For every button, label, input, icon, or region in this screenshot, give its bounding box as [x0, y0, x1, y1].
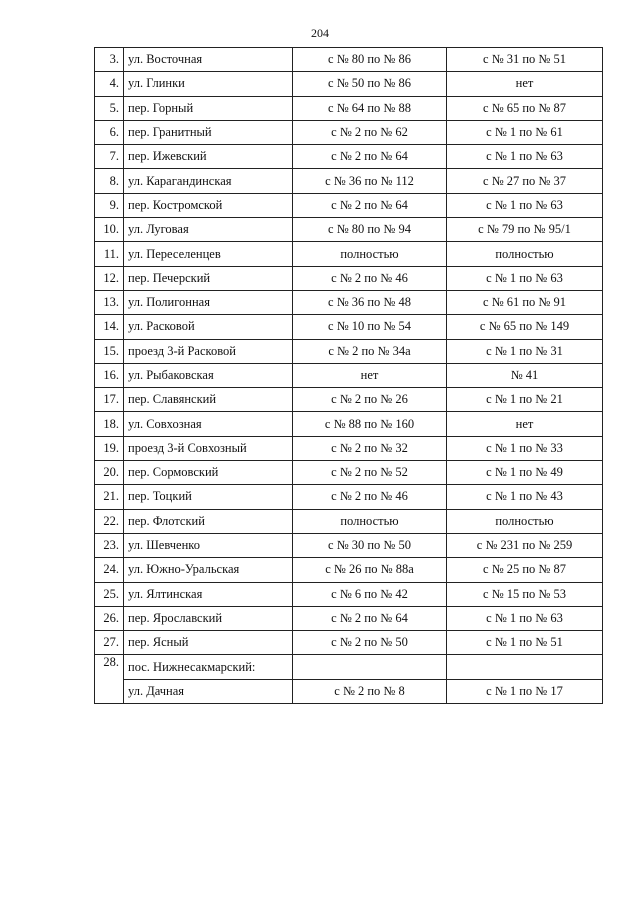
table-row	[95, 218, 603, 242]
row-number: 7.	[95, 145, 124, 169]
odd-range-cell: с № 1 по № 61	[447, 120, 603, 144]
street-name: ул. Луговая	[124, 218, 293, 242]
odd-range-cell: с № 65 по № 87	[447, 96, 603, 120]
table-row	[95, 388, 603, 412]
table-row	[95, 266, 603, 290]
street-name: пер. Гранитный	[124, 120, 293, 144]
even-range-cell: с № 10 по № 54	[293, 315, 447, 339]
street-name: пер. Сормовский	[124, 461, 293, 485]
street-name: пер. Костромской	[124, 193, 293, 217]
odd-range-cell: с № 31 по № 51	[447, 48, 603, 72]
even-range-cell: с № 2 по № 64	[293, 145, 447, 169]
row-number: 23.	[95, 533, 124, 557]
odd-range-cell: с № 1 по № 21	[447, 388, 603, 412]
even-range-cell: с № 2 по № 46	[293, 485, 447, 509]
row-number: 27.	[95, 631, 124, 655]
table-row	[95, 655, 603, 679]
even-range-cell: с № 2 по № 32	[293, 436, 447, 460]
table-row	[95, 558, 603, 582]
odd-range-cell: с № 65 по № 149	[447, 315, 603, 339]
row-number: 4.	[95, 72, 124, 96]
even-range-cell: с № 36 по № 112	[293, 169, 447, 193]
street-name: ул. Восточная	[124, 48, 293, 72]
street-name: ул. Карагандинская	[124, 169, 293, 193]
street-name: ул. Шевченко	[124, 533, 293, 557]
even-range-cell: с № 2 по № 8	[293, 679, 447, 703]
address-table	[94, 47, 603, 704]
odd-range-cell: с № 1 по № 51	[447, 631, 603, 655]
row-number: 17.	[95, 388, 124, 412]
table-row	[95, 533, 603, 557]
odd-range-cell: с № 25 по № 87	[447, 558, 603, 582]
odd-range-cell: с № 1 по № 63	[447, 266, 603, 290]
even-range-cell: с № 6 по № 42	[293, 582, 447, 606]
street-name: ул. Рыбаковская	[124, 363, 293, 387]
table-row	[95, 145, 603, 169]
page-number: 204	[311, 26, 329, 40]
table-row	[95, 193, 603, 217]
row-number: 15.	[95, 339, 124, 363]
even-range-cell: с № 2 по № 46	[293, 266, 447, 290]
even-range-cell: с № 2 по № 34а	[293, 339, 447, 363]
row-number: 28.	[95, 655, 124, 704]
odd-range-cell: с № 27 по № 37	[447, 169, 603, 193]
row-number: 14.	[95, 315, 124, 339]
table-row	[95, 48, 603, 72]
row-number: 12.	[95, 266, 124, 290]
street-name: ул. Дачная	[124, 679, 293, 703]
row-number: 21.	[95, 485, 124, 509]
street-name: ул. Расковой	[124, 315, 293, 339]
even-range-cell: с № 2 по № 64	[293, 606, 447, 630]
odd-range-cell: с № 61 по № 91	[447, 290, 603, 314]
row-number: 19.	[95, 436, 124, 460]
table-row	[95, 436, 603, 460]
even-range-cell: с № 2 по № 26	[293, 388, 447, 412]
even-range-cell: с № 2 по № 52	[293, 461, 447, 485]
street-name: проезд 3-й Совхозный	[124, 436, 293, 460]
even-range-cell: нет	[293, 363, 447, 387]
row-number: 3.	[95, 48, 124, 72]
odd-range-cell: с № 231 по № 259	[447, 533, 603, 557]
row-number: 10.	[95, 218, 124, 242]
table-row	[95, 363, 603, 387]
odd-range-cell: с № 1 по № 43	[447, 485, 603, 509]
table-row	[95, 631, 603, 655]
even-range-cell: с № 64 по № 88	[293, 96, 447, 120]
street-name: ул. Ялтинская	[124, 582, 293, 606]
table-row	[95, 509, 603, 533]
row-number: 16.	[95, 363, 124, 387]
row-number: 9.	[95, 193, 124, 217]
table-row	[95, 72, 603, 96]
street-name: пер. Славянский	[124, 388, 293, 412]
row-number: 13.	[95, 290, 124, 314]
odd-range-cell: с № 1 по № 63	[447, 145, 603, 169]
street-name: пер. Флотский	[124, 509, 293, 533]
odd-range-cell: нет	[447, 412, 603, 436]
table-row	[95, 120, 603, 144]
row-number: 22.	[95, 509, 124, 533]
odd-range-cell: полностью	[447, 242, 603, 266]
table-row	[95, 315, 603, 339]
odd-range-cell: с № 1 по № 63	[447, 193, 603, 217]
street-name: ул. Глинки	[124, 72, 293, 96]
even-range-cell: с № 36 по № 48	[293, 290, 447, 314]
row-number: 6.	[95, 120, 124, 144]
table-row	[95, 679, 603, 703]
table-row	[95, 339, 603, 363]
odd-range-cell: с № 1 по № 49	[447, 461, 603, 485]
even-range-cell: с № 88 по № 160	[293, 412, 447, 436]
table-row	[95, 461, 603, 485]
street-name: ул. Совхозная	[124, 412, 293, 436]
table-row	[95, 485, 603, 509]
odd-range-cell: с № 1 по № 33	[447, 436, 603, 460]
odd-range-cell: с № 79 по № 95/1	[447, 218, 603, 242]
row-number: 18.	[95, 412, 124, 436]
table-row	[95, 169, 603, 193]
street-name: пер. Тоцкий	[124, 485, 293, 509]
street-name: ул. Полигонная	[124, 290, 293, 314]
even-range-cell: с № 50 по № 86	[293, 72, 447, 96]
table-row	[95, 582, 603, 606]
odd-range-cell: нет	[447, 72, 603, 96]
odd-range-cell	[447, 655, 603, 679]
street-name: пер. Ясный	[124, 631, 293, 655]
even-range-cell: с № 2 по № 62	[293, 120, 447, 144]
odd-range-cell: с № 1 по № 63	[447, 606, 603, 630]
even-range-cell: с № 26 по № 88а	[293, 558, 447, 582]
street-name: ул. Южно-Уральская	[124, 558, 293, 582]
even-range-cell: с № 2 по № 64	[293, 193, 447, 217]
address-table-body	[95, 48, 603, 704]
even-range-cell: с № 80 по № 86	[293, 48, 447, 72]
table-row	[95, 412, 603, 436]
row-number: 20.	[95, 461, 124, 485]
settlement-name: пос. Нижнесакмарский:	[124, 655, 293, 679]
odd-range-cell: полностью	[447, 509, 603, 533]
odd-range-cell: с № 1 по № 17	[447, 679, 603, 703]
street-name: пер. Ярославский	[124, 606, 293, 630]
even-range-cell: полностью	[293, 509, 447, 533]
table-row	[95, 96, 603, 120]
row-number: 25.	[95, 582, 124, 606]
street-name: пер. Горный	[124, 96, 293, 120]
odd-range-cell: с № 15 по № 53	[447, 582, 603, 606]
even-range-cell: полностью	[293, 242, 447, 266]
street-name: ул. Переселенцев	[124, 242, 293, 266]
table-row	[95, 290, 603, 314]
table-row	[95, 606, 603, 630]
street-name: пер. Ижевский	[124, 145, 293, 169]
table-row	[95, 242, 603, 266]
street-name: проезд 3-й Расковой	[124, 339, 293, 363]
row-number: 8.	[95, 169, 124, 193]
row-number: 24.	[95, 558, 124, 582]
even-range-cell: с № 80 по № 94	[293, 218, 447, 242]
row-number: 26.	[95, 606, 124, 630]
row-number: 5.	[95, 96, 124, 120]
even-range-cell	[293, 655, 447, 679]
even-range-cell: с № 2 по № 50	[293, 631, 447, 655]
street-name: пер. Печерский	[124, 266, 293, 290]
odd-range-cell: с № 1 по № 31	[447, 339, 603, 363]
row-number: 11.	[95, 242, 124, 266]
odd-range-cell: № 41	[447, 363, 603, 387]
even-range-cell: с № 30 по № 50	[293, 533, 447, 557]
